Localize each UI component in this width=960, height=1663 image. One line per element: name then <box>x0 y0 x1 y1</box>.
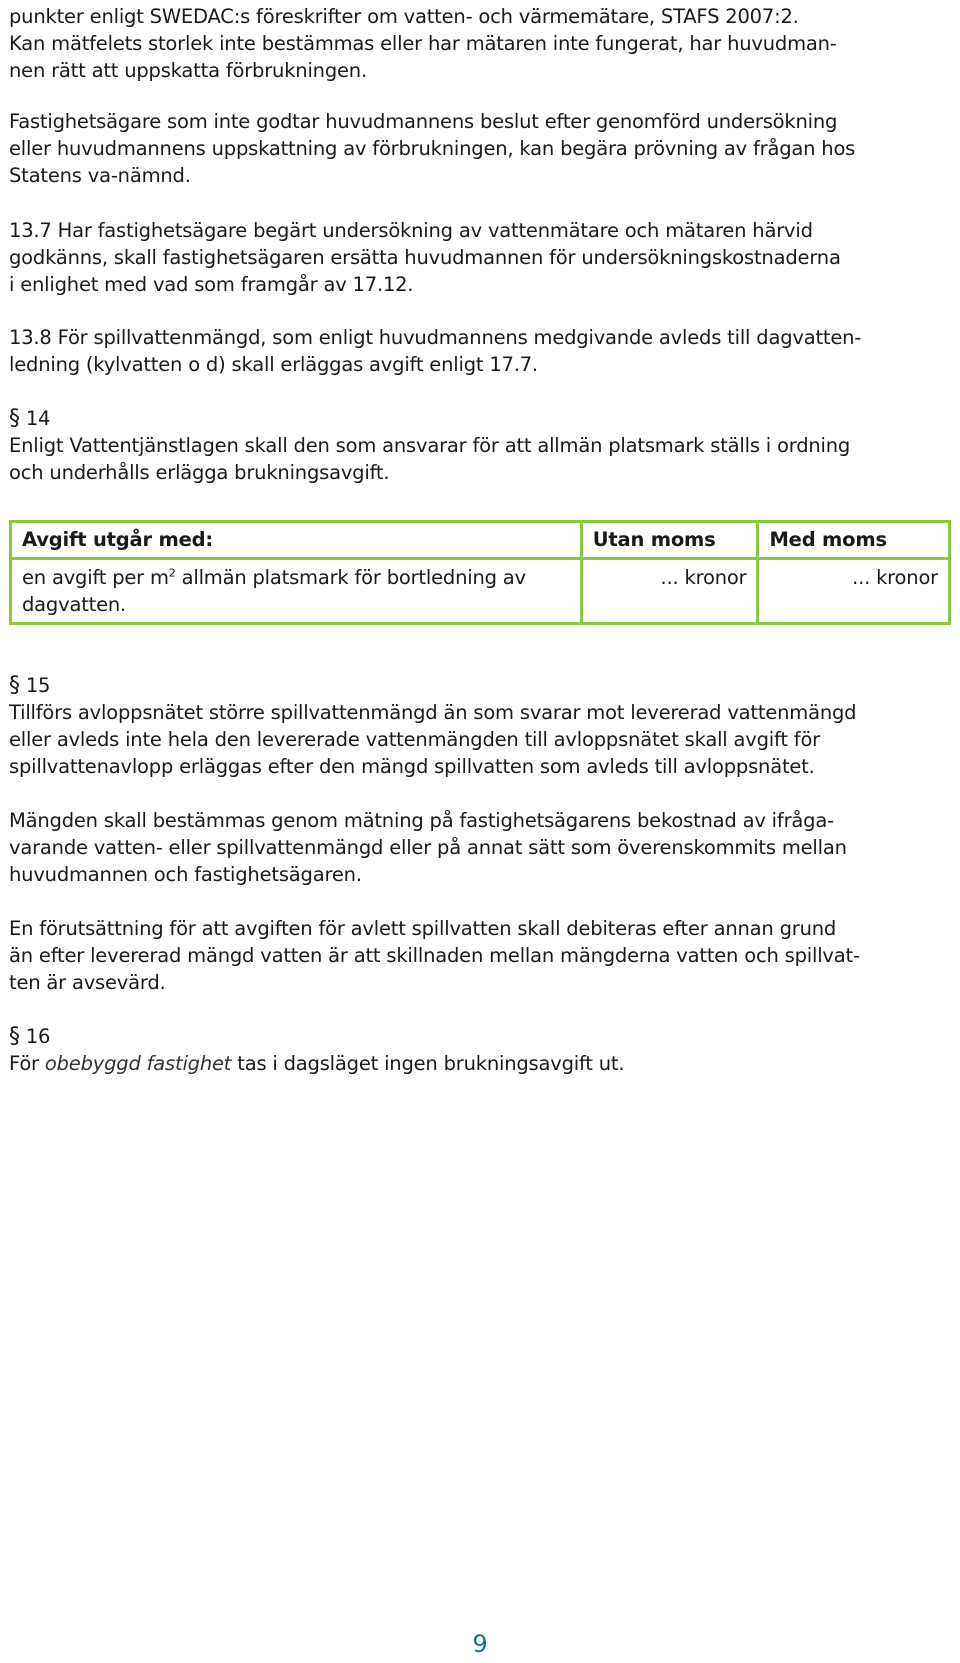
text-after: tas i dagsläget ingen brukningsavgift ut. <box>231 1052 625 1075</box>
section-number: 15 <box>25 674 51 697</box>
page-number: 9 <box>472 1630 488 1658</box>
fee-ex-vat: ... kronor <box>581 559 758 624</box>
text-line: ledning (kylvatten o d) skall erläggas avgift enligt 17.7. <box>9 353 538 376</box>
text-line: Tillförs avloppsnätet större spillvattenmängd än som svarar mot levererad vattenmängd <box>9 701 857 724</box>
text-line: 13.8 För spillvattenmängd, som enligt huvudmannens medgivande avleds till dagvatten- <box>9 326 862 349</box>
section-number: 16 <box>25 1025 51 1048</box>
header-ex-vat: Utan moms <box>581 522 758 559</box>
fee-description: en avgift per m <box>22 566 169 589</box>
paragraph-prerequisite <box>9 915 860 996</box>
text-line: eller avleds inte hela den levererade vattenmängden till avloppsnätet skall avgift för <box>9 728 820 751</box>
text-line: En förutsättning för att avgiften för avlett spillvatten skall debiteras efter annan grund <box>9 917 837 940</box>
text-line: godkänns, skall fastighetsägaren ersätta huvudmannen för undersökningskostnaderna <box>9 246 841 269</box>
section-symbol: § <box>9 1024 20 1049</box>
paragraph-section-15 <box>9 699 856 780</box>
section-symbol: § <box>9 406 20 431</box>
text-line: varande vatten- eller spillvattenmängd eller på annat sätt som överenskommits mellan <box>9 836 847 859</box>
text-line: ten är avsevärd. <box>9 971 166 994</box>
text-before: För <box>9 1052 45 1075</box>
fee-table-header-row <box>11 522 950 559</box>
section-symbol: § <box>9 673 20 698</box>
fee-description-cell <box>11 559 582 624</box>
text-line: spillvattenavlopp erläggas efter den mängd spillvatten som avleds till avloppsnätet. <box>9 755 815 778</box>
paragraph-measurement <box>9 807 847 888</box>
text-line: Statens va-nämnd. <box>9 164 191 187</box>
text-line: nen rätt att uppskatta förbrukningen. <box>9 59 367 82</box>
text-line: punkter enligt SWEDAC:s föreskrifter om vatten- och värmemätare, STAFS 2007:2. <box>9 5 799 28</box>
paragraph-13-8 <box>9 324 861 378</box>
emphasis-text: obebyggd fastighet <box>44 1052 232 1075</box>
paragraph-section-16 <box>9 1050 624 1077</box>
paragraph-section-14 <box>9 432 850 486</box>
text-line: än efter levererad mängd vatten är att skillnaden mellan mängderna vatten och spillvat- <box>9 944 860 967</box>
header-description: Avgift utgår med: <box>11 522 582 559</box>
fee-table <box>9 520 951 625</box>
text-line: Fastighetsägare som inte godtar huvudmannens beslut efter genomförd undersökning <box>9 110 838 133</box>
section-heading-14 <box>9 405 50 432</box>
text-line: Enligt Vattentjänstlagen skall den som ansvarar för att allmän platsmark ställs i ordning <box>9 434 851 457</box>
text-line: och underhålls erlägga brukningsavgift. <box>9 461 390 484</box>
fee-inc-vat: ... kronor <box>758 559 950 624</box>
paragraph-metering <box>9 3 837 84</box>
text-line: Mängden skall bestämmas genom mätning på fastighetsägarens bekostnad av ifråga- <box>9 809 834 832</box>
superscript-2: 2 <box>168 566 176 580</box>
text-line: i enlighet med vad som framgår av 17.12. <box>9 273 414 296</box>
header-inc-vat: Med moms <box>758 522 950 559</box>
fee-description-line2: dagvatten. <box>22 593 127 616</box>
table-row <box>11 559 950 624</box>
fee-description-cont: allmän platsmark för bortledning av <box>175 566 526 589</box>
paragraph-13-7 <box>9 217 841 298</box>
text-line <box>9 1050 624 1077</box>
text-line: eller huvudmannens uppskattning av förbrukningen, kan begära prövning av frågan hos <box>9 137 856 160</box>
text-line: Kan mätfelets storlek inte bestämmas eller har mätaren inte fungerat, har huvudman- <box>9 32 837 55</box>
paragraph-appeal <box>9 108 855 189</box>
section-heading-15 <box>9 672 50 699</box>
text-line: 13.7 Har fastighetsägare begärt undersökning av vattenmätare och mätaren härvid <box>9 219 813 242</box>
section-number: 14 <box>25 407 51 430</box>
section-heading-16 <box>9 1023 50 1050</box>
text-line: huvudmannen och fastighetsägaren. <box>9 863 362 886</box>
